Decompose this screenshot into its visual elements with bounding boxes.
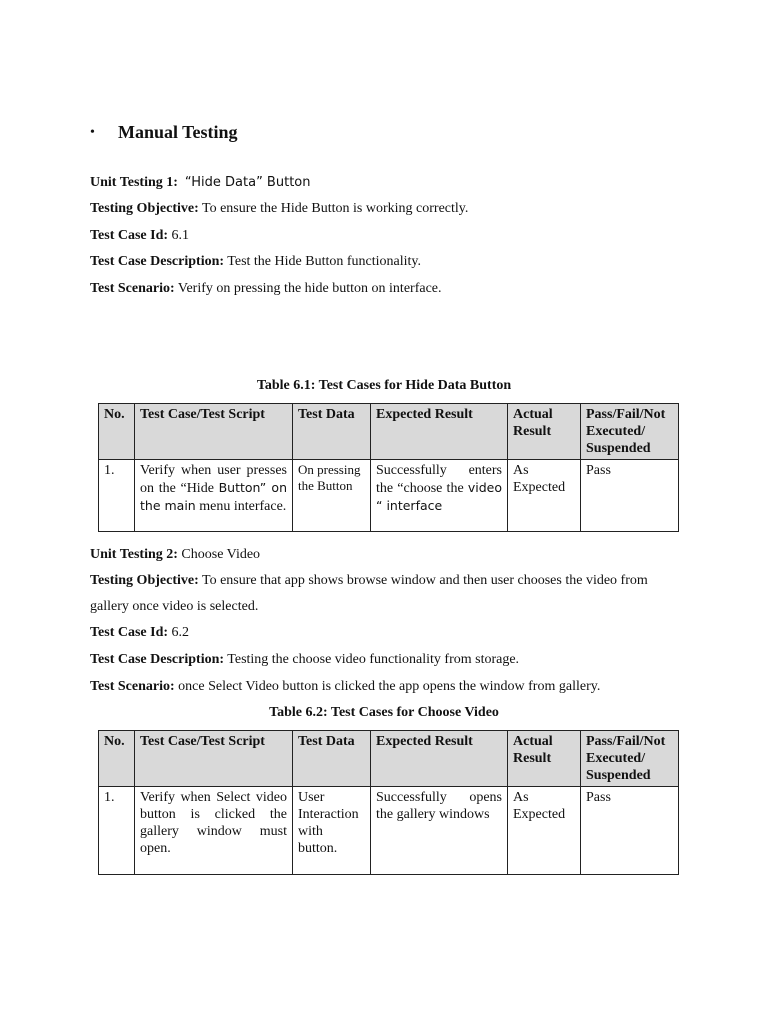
unit2-scenario: once Select Video button is clicked the app opens the window from gallery.	[178, 679, 601, 694]
header-test-data: Test Data	[293, 731, 371, 787]
unit1-value: “Hide Data” Button	[184, 175, 311, 190]
unit2-description-line	[90, 651, 519, 669]
cell-test-script: Verify when Select video button is clicked the gallery window must open.	[135, 787, 293, 875]
unit2-scenario-label: Test Scenario:	[90, 679, 175, 694]
unit1-description-line	[90, 253, 421, 271]
unit2-description: Testing the choose video functionality from storage.	[227, 652, 520, 667]
cell-no: 1.	[99, 460, 135, 532]
cell-actual-result: As Expected	[508, 460, 581, 532]
unit2-caseid-label: Test Case Id:	[90, 625, 169, 640]
unit2-objective-line	[90, 568, 680, 620]
unit1-objective-label: Testing Objective:	[90, 201, 199, 216]
table-hide-data	[98, 403, 679, 532]
table-row	[99, 787, 679, 875]
table2-caption: Table 6.2: Test Cases for Choose Video	[269, 705, 499, 720]
header-expected-result: Expected Result	[371, 404, 508, 460]
unit1-caseid: 6.1	[171, 228, 190, 243]
table1-caption: Table 6.1: Test Cases for Hide Data Button	[256, 378, 512, 393]
header-status: Pass/Fail/Not Executed/ Suspended	[581, 404, 679, 460]
table-choose-video	[98, 730, 679, 875]
header-test-script: Test Case/Test Script	[135, 404, 293, 460]
unit2-title-line	[90, 546, 260, 564]
unit1-scenario-line	[90, 280, 442, 298]
cell-expected-result	[371, 460, 508, 532]
table-header-row	[99, 731, 679, 787]
header-test-script: Test Case/Test Script	[135, 731, 293, 787]
cell-no: 1.	[99, 787, 135, 875]
header-expected-result: Expected Result	[371, 731, 508, 787]
header-actual-result: Actual Result	[508, 731, 581, 787]
header-no: No.	[99, 731, 135, 787]
header-status: Pass/Fail/Not Executed/ Suspended	[581, 731, 679, 787]
unit1-scenario-label: Test Scenario:	[90, 281, 175, 296]
unit1-caseid-label: Test Case Id:	[90, 228, 169, 243]
unit1-description-label: Test Case Description:	[90, 254, 225, 269]
bullet-icon: •	[90, 124, 95, 140]
cell-status: Pass	[581, 460, 679, 532]
unit1-objective: To ensure the Hide Button is working correctly.	[202, 201, 469, 216]
table-row	[99, 460, 679, 532]
unit1-description: Test the Hide Button functionality.	[227, 254, 421, 269]
cell-test-data: User Interaction with button.	[293, 787, 371, 875]
unit2-value: Choose Video	[181, 547, 261, 562]
unit1-label: Unit Testing 1:	[90, 175, 178, 190]
unit2-scenario-line	[90, 678, 600, 696]
header-no: No.	[99, 404, 135, 460]
unit1-title-line	[90, 174, 310, 192]
table-header-row	[99, 404, 679, 460]
unit1-scenario: Verify on pressing the hide button on interface.	[177, 281, 442, 296]
cell-status: Pass	[581, 787, 679, 875]
cell-actual-result: As Expected	[508, 787, 581, 875]
unit2-objective-label: Testing Objective:	[90, 573, 199, 588]
unit2-description-label: Test Case Description:	[90, 652, 225, 667]
unit2-label: Unit Testing 2:	[90, 547, 178, 562]
unit2-objective: To ensure that app shows browse window and then user chooses the video from gallery once video is selected.	[90, 573, 648, 614]
unit2-caseid-line	[90, 624, 189, 642]
cell-test-script	[135, 460, 293, 532]
header-actual-result: Actual Result	[508, 404, 581, 460]
cell-test-data: On pressing the Button	[293, 460, 371, 532]
cell-test-script-part-b: Button” on the main	[140, 480, 287, 513]
section-heading	[90, 122, 238, 143]
cell-expected-part-b: video “ interface	[376, 480, 502, 513]
cell-expected-result: Successfully opens the gallery windows	[371, 787, 508, 875]
cell-test-script-part-c: menu interface.	[195, 499, 287, 514]
cell-expected-part-a: Successfully enters the “choose the	[376, 463, 502, 496]
unit2-caseid: 6.2	[171, 625, 190, 640]
unit1-objective-line	[90, 200, 468, 218]
header-test-data: Test Data	[293, 404, 371, 460]
section-title: Manual Testing	[118, 122, 238, 142]
unit1-caseid-line	[90, 227, 189, 245]
cell-test-script-part-a: Verify when user presses on the “Hide	[140, 463, 287, 496]
